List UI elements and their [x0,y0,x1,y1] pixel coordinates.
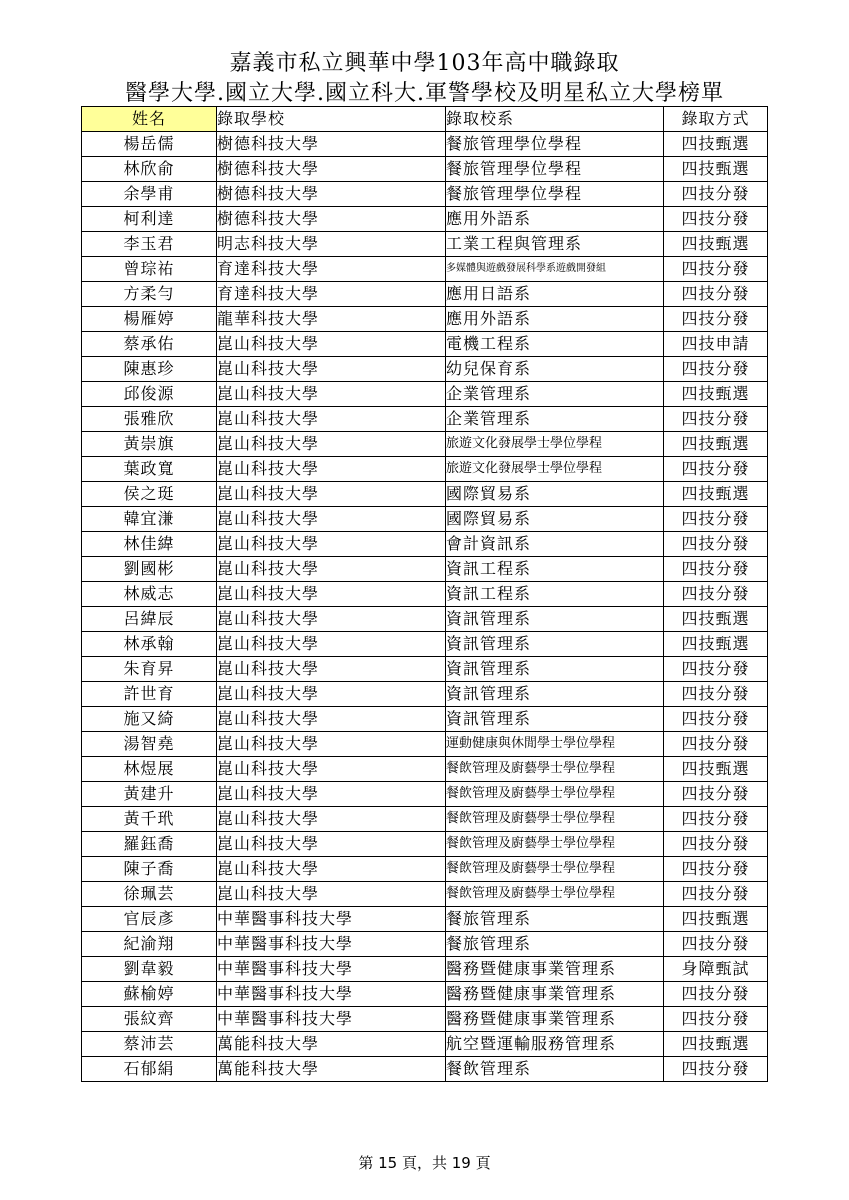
student-name: 湯智堯 [82,732,217,757]
department-name: 企業管理系 [446,382,664,407]
school-name: 崑山科技大學 [217,357,446,382]
admission-method: 四技分發 [664,282,768,307]
table-row [82,432,768,457]
student-name: 林威志 [82,582,217,607]
department-name: 醫務暨健康事業管理系 [446,982,664,1007]
school-name: 中華醫事科技大學 [217,932,446,957]
admission-method: 四技分發 [664,682,768,707]
admission-table [81,106,768,1082]
department-name: 餐旅管理學位學程 [446,157,664,182]
school-name: 崑山科技大學 [217,557,446,582]
table-row [82,482,768,507]
school-name: 崑山科技大學 [217,582,446,607]
student-name: 黃千玳 [82,807,217,832]
document-subtitle: 醫學大學.國立大學.國立科大.軍警學校及明星私立大學榜單 [125,81,724,106]
admission-method: 四技甄選 [664,1032,768,1057]
school-name: 崑山科技大學 [217,657,446,682]
table-row [82,582,768,607]
department-name: 應用日語系 [446,282,664,307]
department-name: 資訊管理系 [446,707,664,732]
table-row [82,907,768,932]
admission-method: 四技分發 [664,257,768,282]
student-name: 朱育昇 [82,657,217,682]
student-name: 葉政寬 [82,457,217,482]
column-header-school: 錄取學校 [217,107,446,132]
student-name: 羅鈺喬 [82,832,217,857]
table-row [82,882,768,907]
table-header-row [82,107,768,132]
school-name: 崑山科技大學 [217,682,446,707]
student-name: 林佳緯 [82,532,217,557]
department-name: 企業管理系 [446,407,664,432]
school-name: 崑山科技大學 [217,632,446,657]
table-row [82,857,768,882]
department-name: 餐飲管理系 [446,1057,664,1082]
admission-method: 四技甄選 [664,432,768,457]
admission-method: 四技分發 [664,1007,768,1032]
admission-method: 四技分發 [664,407,768,432]
table-row [82,682,768,707]
table-row [82,532,768,557]
student-name: 余學甫 [82,182,217,207]
admission-method: 四技甄選 [664,132,768,157]
school-name: 中華醫事科技大學 [217,907,446,932]
table-row [82,632,768,657]
student-name: 官辰彥 [82,907,217,932]
school-name: 崑山科技大學 [217,482,446,507]
department-name: 餐飲管理及廚藝學士學位學程 [446,882,664,907]
school-name: 樹德科技大學 [217,157,446,182]
school-name: 樹德科技大學 [217,182,446,207]
admission-method: 四技分發 [664,932,768,957]
student-name: 陳子喬 [82,857,217,882]
school-name: 樹德科技大學 [217,132,446,157]
school-name: 崑山科技大學 [217,407,446,432]
school-name: 樹德科技大學 [217,207,446,232]
student-name: 方柔勻 [82,282,217,307]
table-row [82,607,768,632]
student-name: 蔡沛芸 [82,1032,217,1057]
table-row [82,757,768,782]
table-row [82,1032,768,1057]
page-number: 第 15 頁，共 19 頁 [358,1154,491,1172]
admission-method: 四技分發 [664,532,768,557]
school-name: 崑山科技大學 [217,732,446,757]
department-name: 資訊管理系 [446,682,664,707]
department-name: 餐飲管理及廚藝學士學位學程 [446,807,664,832]
student-name: 邱俊源 [82,382,217,407]
admission-method: 四技分發 [664,782,768,807]
admission-method: 四技甄選 [664,757,768,782]
department-name: 資訊工程系 [446,582,664,607]
table-row [82,232,768,257]
department-name: 旅遊文化發展學士學位學程 [446,457,664,482]
table-row [82,157,768,182]
table-row [82,407,768,432]
admission-method: 四技甄選 [664,907,768,932]
department-name: 資訊管理系 [446,632,664,657]
school-name: 崑山科技大學 [217,607,446,632]
school-name: 崑山科技大學 [217,757,446,782]
student-name: 曾琮祐 [82,257,217,282]
admission-method: 四技分發 [664,507,768,532]
department-name: 餐飲管理及廚藝學士學位學程 [446,757,664,782]
admission-method: 四技分發 [664,657,768,682]
school-name: 崑山科技大學 [217,432,446,457]
admission-method: 四技分發 [664,182,768,207]
student-name: 侯之珽 [82,482,217,507]
admission-method: 四技分發 [664,832,768,857]
table-row [82,132,768,157]
admission-method: 四技分發 [664,707,768,732]
student-name: 黃崇旗 [82,432,217,457]
department-name: 資訊管理系 [446,607,664,632]
department-name: 餐旅管理學位學程 [446,182,664,207]
table-row [82,1057,768,1082]
department-name: 餐飲管理及廚藝學士學位學程 [446,832,664,857]
student-name: 呂緯辰 [82,607,217,632]
student-name: 許世育 [82,682,217,707]
department-name: 餐旅管理學位學程 [446,132,664,157]
school-name: 萬能科技大學 [217,1057,446,1082]
school-name: 中華醫事科技大學 [217,1007,446,1032]
table-row [82,257,768,282]
table-row [82,307,768,332]
department-name: 餐旅管理系 [446,907,664,932]
school-name: 明志科技大學 [217,232,446,257]
table-row [82,282,768,307]
table-row [82,207,768,232]
admission-method: 四技分發 [664,732,768,757]
department-name: 應用外語系 [446,307,664,332]
column-header-department: 錄取校系 [446,107,664,132]
table-row [82,707,768,732]
school-name: 崑山科技大學 [217,782,446,807]
admission-method: 四技分發 [664,807,768,832]
student-name: 林承翰 [82,632,217,657]
student-name: 楊雁婷 [82,307,217,332]
table-row [82,732,768,757]
column-header-name: 姓名 [82,107,217,132]
table-row [82,982,768,1007]
school-name: 崑山科技大學 [217,332,446,357]
admission-method: 四技分發 [664,207,768,232]
department-name: 運動健康與休閒學士學位學程 [446,732,664,757]
department-name: 應用外語系 [446,207,664,232]
admission-method: 四技分發 [664,557,768,582]
school-name: 崑山科技大學 [217,382,446,407]
department-name: 工業工程與管理系 [446,232,664,257]
student-name: 施又綺 [82,707,217,732]
table-row [82,382,768,407]
student-name: 李玉君 [82,232,217,257]
document-title: 嘉義市私立興華中學103年高中職錄取 [229,51,620,76]
admission-method: 四技甄選 [664,632,768,657]
school-name: 萬能科技大學 [217,1032,446,1057]
table-row [82,932,768,957]
admission-method: 四技分發 [664,882,768,907]
school-name: 中華醫事科技大學 [217,982,446,1007]
table-row [82,1007,768,1032]
school-name: 育達科技大學 [217,257,446,282]
school-name: 崑山科技大學 [217,532,446,557]
admission-method: 四技分發 [664,307,768,332]
table-row [82,332,768,357]
admission-method: 四技分發 [664,582,768,607]
student-name: 張雅欣 [82,407,217,432]
student-name: 林欣俞 [82,157,217,182]
student-name: 張紋齊 [82,1007,217,1032]
admission-method: 四技甄選 [664,157,768,182]
department-name: 多媒體與遊戲發展科學系遊戲開發組 [446,257,664,282]
student-name: 陳惠珍 [82,357,217,382]
admission-method: 四技分發 [664,357,768,382]
student-name: 楊岳儒 [82,132,217,157]
school-name: 崑山科技大學 [217,457,446,482]
school-name: 崑山科技大學 [217,707,446,732]
school-name: 崑山科技大學 [217,507,446,532]
admission-method: 四技分發 [664,1057,768,1082]
student-name: 柯利達 [82,207,217,232]
student-name: 黃建升 [82,782,217,807]
table-row [82,957,768,982]
table-body [82,132,768,1082]
department-name: 國際貿易系 [446,482,664,507]
table-row [82,807,768,832]
admission-method: 四技甄選 [664,607,768,632]
school-name: 龍華科技大學 [217,307,446,332]
table-row [82,657,768,682]
school-name: 育達科技大學 [217,282,446,307]
department-name: 旅遊文化發展學士學位學程 [446,432,664,457]
department-name: 國際貿易系 [446,507,664,532]
table-row [82,182,768,207]
table-row [82,782,768,807]
student-name: 林煜展 [82,757,217,782]
student-name: 蘇榆婷 [82,982,217,1007]
admission-method: 四技分發 [664,457,768,482]
table-row [82,832,768,857]
admission-method: 四技甄選 [664,382,768,407]
department-name: 餐飲管理及廚藝學士學位學程 [446,782,664,807]
department-name: 航空暨運輸服務管理系 [446,1032,664,1057]
admission-method: 四技甄選 [664,482,768,507]
student-name: 紀渝翔 [82,932,217,957]
school-name: 中華醫事科技大學 [217,957,446,982]
department-name: 會計資訊系 [446,532,664,557]
school-name: 崑山科技大學 [217,807,446,832]
department-name: 醫務暨健康事業管理系 [446,957,664,982]
admission-method: 四技分發 [664,982,768,1007]
student-name: 石郁絹 [82,1057,217,1082]
table-row [82,457,768,482]
admission-method: 四技甄選 [664,232,768,257]
table-row [82,557,768,582]
student-name: 韓宜溓 [82,507,217,532]
school-name: 崑山科技大學 [217,882,446,907]
admission-method: 身障甄試 [664,957,768,982]
admission-method: 四技申請 [664,332,768,357]
student-name: 劉國彬 [82,557,217,582]
department-name: 餐旅管理系 [446,932,664,957]
student-name: 劉韋毅 [82,957,217,982]
student-name: 徐珮芸 [82,882,217,907]
department-name: 資訊工程系 [446,557,664,582]
column-header-method: 錄取方式 [664,107,768,132]
admission-method: 四技分發 [664,857,768,882]
table-row [82,357,768,382]
school-name: 崑山科技大學 [217,832,446,857]
department-name: 幼兒保育系 [446,357,664,382]
table-row [82,507,768,532]
student-name: 蔡承佑 [82,332,217,357]
department-name: 資訊管理系 [446,657,664,682]
department-name: 餐飲管理及廚藝學士學位學程 [446,857,664,882]
department-name: 醫務暨健康事業管理系 [446,1007,664,1032]
department-name: 電機工程系 [446,332,664,357]
school-name: 崑山科技大學 [217,857,446,882]
